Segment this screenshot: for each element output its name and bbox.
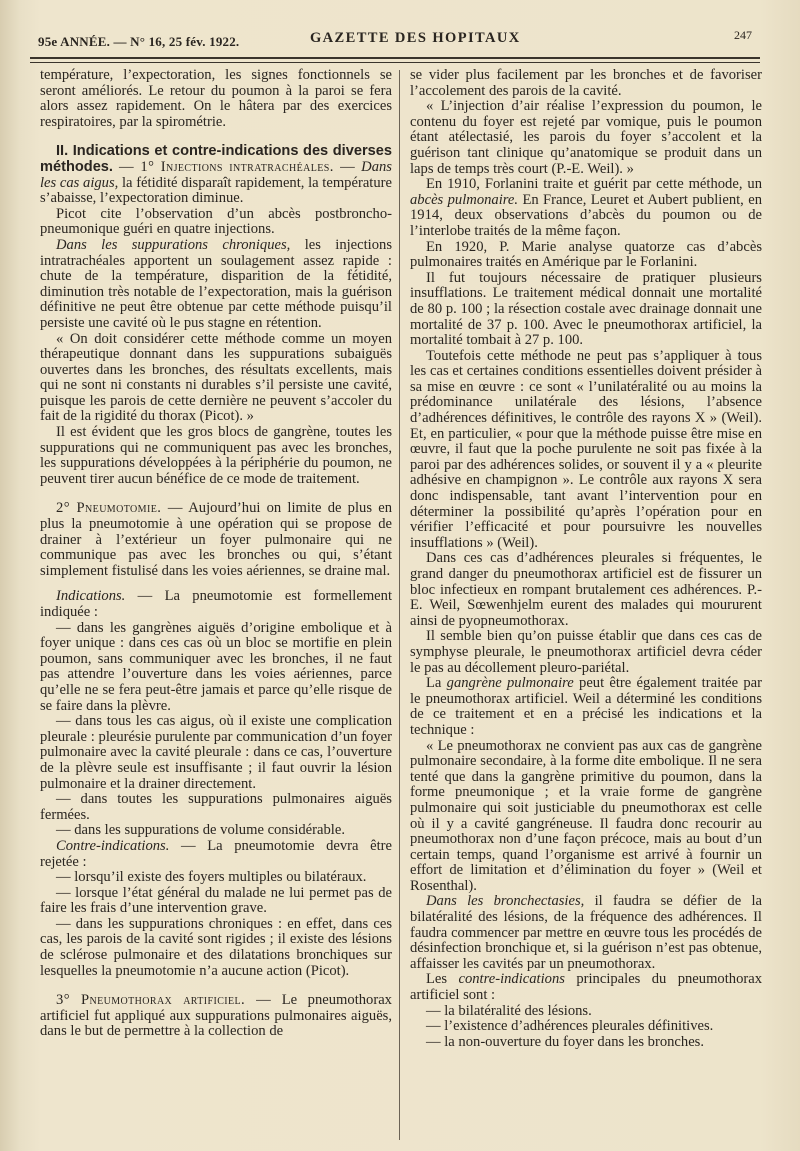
header-rule-thin xyxy=(30,62,760,63)
italic-phrase: Dans les bronchectasies, xyxy=(426,893,585,910)
list-item: — la non-ouverture du foyer dans les bronches. xyxy=(426,1033,705,1050)
header-rule-thick xyxy=(30,57,760,59)
paragraph xyxy=(410,894,762,972)
italic-phrase: abcès pulmonaire. xyxy=(410,191,519,208)
paragraph-text: — La pneumotomie est formellement indiquée : xyxy=(40,588,392,620)
italic-phrase: Dans les suppurations chroniques, xyxy=(56,236,291,253)
left-column xyxy=(40,68,392,1040)
italic-phrase: contre-indications xyxy=(458,971,565,988)
italic-phrase: gangrène pulmonaire xyxy=(446,675,574,692)
paragraph xyxy=(40,589,392,620)
paragraph-text: — La pneumotomie devra être rejetée : xyxy=(40,837,392,870)
section-heading-indications xyxy=(40,144,392,206)
paragraph-text: La xyxy=(426,675,442,692)
list-item: — dans toutes les suppurations pulmonaires aiguës fermées. xyxy=(40,791,392,823)
paragraph-text: les injections intratrachéales apportent un soulagement assez rapide : chute de la température, disparition de la fétidité, diminution très notable de l’expectoration, mais la guérison définitive ne peut être obtenue par cette méthode puisqu’il persiste une cavité où le pus stagne en rétention. xyxy=(40,236,393,331)
paragraph xyxy=(40,839,392,870)
paragraph: Dans ces cas d’adhérences pleurales si fréquentes, le grand danger du pneumothorax artificiel est de fissurer un bloc infectieux en rompant brutalement ces adhérences. P.-E. Weil, Sœwenhjelm eurent des malades qui moururent ainsi de pyopneumothorax. xyxy=(410,550,762,629)
list-item: — l’existence d’adhérences pleurales définitives. xyxy=(426,1018,714,1035)
paragraph: Il fut toujours nécessaire de pratiquer plusieurs insufflations. Le traitement médical donnait une mortalité de 80 p. 100 ; la résection costale avec drainage donnait une mortalité de 37 p. 100. Avec le pneumothorax artificiel, la mortalité tombait à 27 p. 100. xyxy=(410,269,762,349)
paragraph-text: Les xyxy=(426,971,448,988)
italic-phrase: Dans les cas aigus, xyxy=(40,158,392,191)
list-item: — dans les suppurations de volume considérable. xyxy=(56,822,345,839)
right-column xyxy=(410,68,762,1050)
paragraph: température, l’expectoration, les signes fonctionnels se seront améliorés. Le retour du poumon à la paroi se fera alors assez rapidement. On le hâtera par des exercices respiratoires, par la spirométrie. xyxy=(40,67,392,130)
paragraph-text: Le pneumothorax artificiel fut appliqué aux suppurations pulmonaires aiguës, dans le but de permettre à la collection de xyxy=(40,992,392,1040)
paragraph-text: Aujourd’hui on limite de plus en plus la pneumotomie à une opération qui se propose de drainer à l’extérieur un foyer pulmonaire qui ne communique pas avec les bronches ou qui, s’étant simplement fistulisé dans les voies aériennes, se draine mal. xyxy=(40,500,392,579)
subsection-label: — 1° Injections intratrachéales. — xyxy=(118,158,356,175)
quote-paragraph: « L’injection d’air réalise l’expression du poumon, le contenu du foyer est rejeté par vomique, puis le poumon étant atélectasié, les parois du foyer s’accolent et la guérison tant clinique qu’anatomique se produit dans un laps de temps très court (P.-E. Weil). » xyxy=(410,98,762,177)
subsection-label: 2° Pneumotomie. — xyxy=(56,500,183,517)
column-divider xyxy=(399,70,400,1140)
page-header xyxy=(38,28,760,52)
paragraph-text: peut être également traitée par le pneumothorax artificiel. Weil a déterminé les conditions de ce traitement et en a précisé les indications et la technique : xyxy=(410,675,763,738)
list-item: — la bilatéralité des lésions. xyxy=(426,1002,592,1019)
paragraph: se vider plus facilement par les bronches et de favoriser l’accolement des parois de la cavité. xyxy=(410,67,762,99)
paragraph-text: En France, Leuret et Aubert publient, en 1914, deux observations d’abcès du poumon ou de l’interlobe traités de la même façon. xyxy=(410,191,762,239)
paragraph-text: la fétidité disparaît rapidement, la température s’abaisse, l’expectoration diminue. xyxy=(40,174,392,207)
subsection-label: 3° Pneumothorax artificiel. — xyxy=(56,992,272,1009)
list-item: — dans les suppurations chroniques : en effet, dans ces cas, les parois de la cavité sont rigides ; il existe des lésions de sclérose pulmonaire et des dilatations bronchiques sur lesquelles la pneumotomie n’a aucune action (Picot). xyxy=(40,915,392,979)
list-item: — dans les gangrènes aiguës d’origine embolique et à foyer unique : dans ces cas où un bloc se mortifie en plein poumon, sans communiquer avec les bronches, il ne faut pas attendre l’ouverture dans les voies aériennes, parce qu’elle ne se fera peut-être jamais et parce qu’elle risque de se faire dans la plèvre. xyxy=(40,619,392,714)
list-item: — dans tous les cas aigus, où il existe une complication pleurale : pleurésie purulente par communication d’un foyer pulmonaire avec la cavité pleurale : dans ce cas, l’ouverture de la plèvre seule est insuffisante ; il faut ouvrir la lésion pulmonaire et la drainer directement. xyxy=(40,713,392,792)
list-item: — lorsqu’il existe des foyers multiples ou bilatéraux. xyxy=(56,869,367,886)
subsection-pneumothorax xyxy=(40,993,392,1040)
paragraph: Picot cite l’observation d’un abcès postbroncho-pneumonique guéri en quatre injections. xyxy=(40,205,392,238)
issue-info: 95e ANNÉE. — N° 16, 25 fév. 1922. xyxy=(38,34,240,49)
paragraph xyxy=(410,676,762,738)
list-item: — lorsque l’état général du malade ne lui permet pas de faire les frais d’une intervention grave. xyxy=(40,884,392,917)
paragraph-text: principales du pneumothorax artificiel sont : xyxy=(410,971,763,1004)
subsection-pneumotomie xyxy=(40,501,392,579)
paragraph xyxy=(40,238,392,332)
italic-phrase: Indications. xyxy=(56,588,126,605)
paragraph: Toutefois cette méthode ne peut pas s’appliquer à tous les cas et certaines conditions essentielles doivent présider à sa mise en œuvre : ce sont « l’unilatéralité ou au moins la prédominance unilatérale des lésions, l’absence d’adhérences définitives, le contrôle des rayons X » (Weil). Et, en particulier, « pour que la méthode puisse être mise en œuvre, il faut que la poche purulente ne soit pas fixée à la paroi par des adhérences solides, or souvent il y a « pleurite adhésive en champignon ». Le contrôle aux rayons X sera donc indispensable, tant avant l’intervention pour en déterminer la possibilité qu’après l’opération pour en vérifier l’efficacité et pour poursuivre les nouvelles insufflations » (Weil). xyxy=(410,347,762,551)
paragraph: Il est évident que les gros blocs de gangrène, toutes les suppurations qui ne communiquent pas avec les bronches, les suppurations développées à la périphérie du poumon, ne peuvent tirer aucun bénéfice de ce mode de traitement. xyxy=(40,424,392,487)
paragraph: En 1920, P. Marie analyse quatorze cas d’abcès pulmonaires traités en Amérique par le Forlanini. xyxy=(410,238,762,271)
page-number: 247 xyxy=(734,28,752,42)
section-title: II. Indications et contre-indications des diverses méthodes. xyxy=(40,143,392,175)
paragraph xyxy=(410,972,762,1003)
quote-paragraph: « On doit considérer cette méthode comme un moyen thérapeutique donnant dans les suppurations subaiguës ouvertes dans les bronches, des résultats excellents, mais qui ne sont ni constants ni durables s’il persiste une cavité, puisque les parois de cette dernière ne peuvent s’accoler du fait de la rigidité du thorax (Picot). » xyxy=(40,330,392,425)
paragraph-text: il faudra se défier de la bilatéralité des lésions, de la fréquence des adhérences. Il faudra commencer par mettre en œuvre tous les procédés de désinfection bronchique et, si la guérison n’est pas obtenue, affaisser les cavités par un pneumothorax. xyxy=(410,893,763,972)
paragraph-text: En 1910, Forlanini traite et guérit par cette méthode, un xyxy=(426,176,762,193)
paragraph: Il semble bien qu’on puisse établir que dans ces cas de symphyse pleurale, le pneumothorax artificiel devra céder le pas au décollement pleuro-pariétal. xyxy=(410,628,762,676)
italic-phrase: Contre-indications. xyxy=(56,837,170,854)
journal-title: GAZETTE DES HOPITAUX xyxy=(310,30,521,46)
paragraph xyxy=(410,177,762,239)
quote-paragraph: « Le pneumothorax ne convient pas aux cas de gangrène pulmonaire secondaire, à la forme dite embolique. Il ne sera tenté que dans la gangrène primitive du poumon, dans la forme pneumonique ; et la vraie forme de gangrène pulmonaire qui soit justiciable du pneumothorax est celle où il y a cavité gangréneuse. Il faudra donc recourir au pneumothorax non d’une façon précoce, mais au bout d’un certain temps, quand l’organisme est arrivé à fournir un effort de limitation et d’élimination du foyer » (Weil et Rosenthal). xyxy=(410,737,762,894)
